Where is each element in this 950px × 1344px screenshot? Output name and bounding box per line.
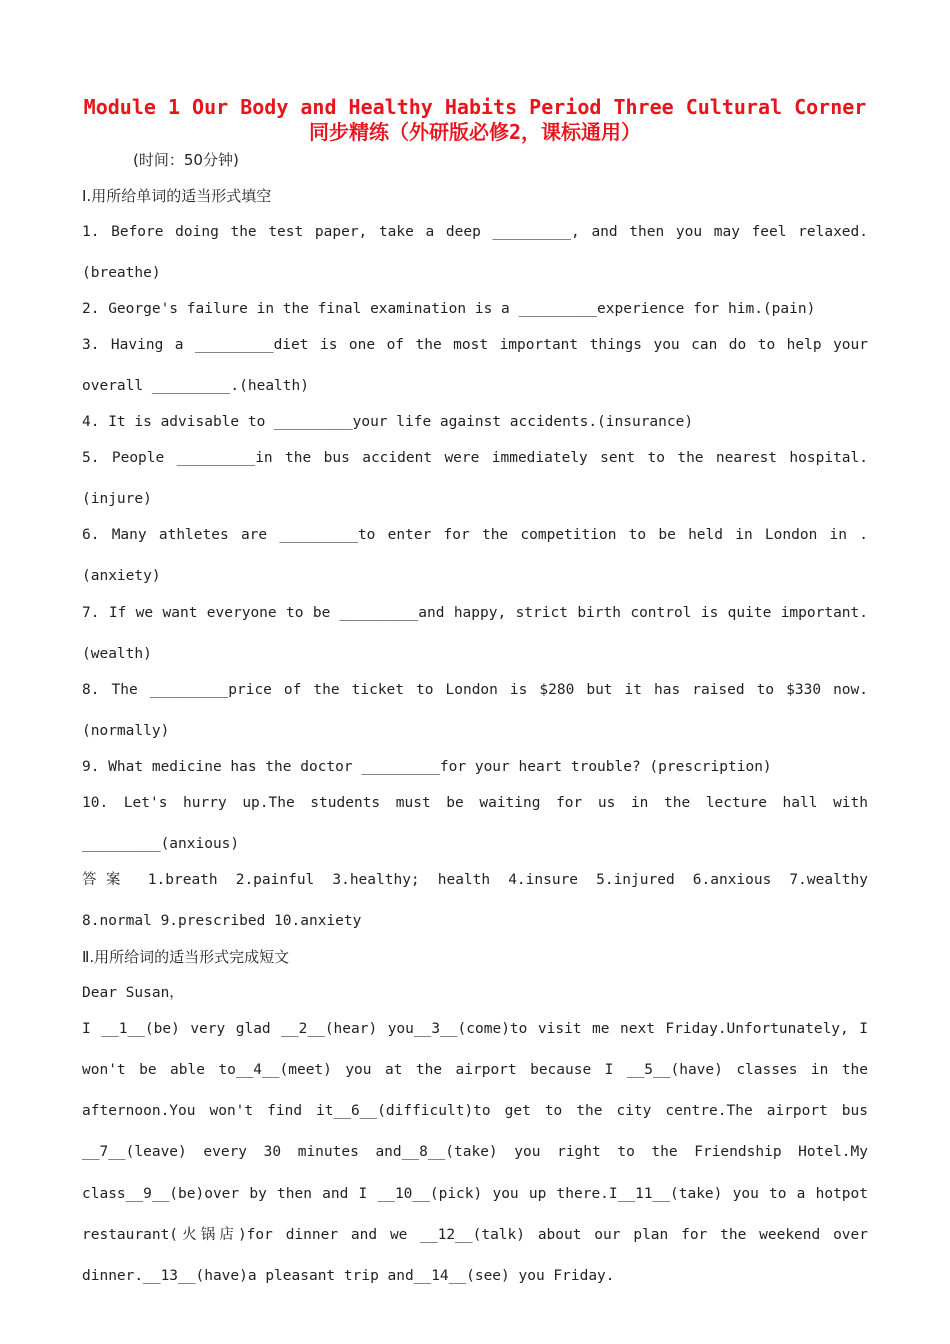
letter-greeting: Dear Susan， (82, 985, 184, 1001)
letter-line: dinner.__13__(have)a pleasant trip and__14__(see) you Friday. (82, 1268, 615, 1284)
exercise-line: 4. It is advisable to _________your life against accidents.(insurance) (82, 414, 694, 430)
document-title: Module 1 Our Body and Healthy Habits Period Three Cultural Corner 同步精练（外研版必修2，课标通用） (83, 95, 867, 144)
exercise-line: 5. People _________in the bus accident were immediately sent to the nearest hospital. (82, 450, 868, 466)
letter-line: won't be able to__4__(meet) you at the airport because I __5__(have) classes in the (82, 1062, 868, 1078)
letter-line: class__9__(be)over by then and I __10__(pick) you up there.I__11__(take) you to a hotpot (82, 1186, 868, 1202)
exercise-line: 8. The _________price of the ticket to London is $280 but it has raised to $330 now. (82, 682, 868, 698)
exercise-line: 10. Let's hurry up.The students must be waiting for us in the lecture hall with (82, 795, 868, 811)
exercise-line: _________(anxious) (82, 836, 240, 852)
exercise-line: (anxiety) (82, 568, 161, 584)
exercise-line: 2. George's failure in the final examination is a _________experience for him.(pain) (82, 301, 816, 317)
section2-heading: Ⅱ.用所给词的适当形式完成短文 (82, 948, 290, 966)
exercise-line: 9. What medicine has the doctor _________for your heart trouble? (prescription) (82, 759, 772, 775)
exercise-line: (injure) (82, 491, 152, 507)
exercise-line: (wealth) (82, 646, 152, 662)
exercise-line: 1. Before doing the test paper, take a deep _________, and then you may feel relaxed. (82, 224, 868, 240)
letter-line: __7__(leave) every 30 minutes and__8__(take) you right to the Friendship Hotel.My (82, 1144, 868, 1160)
exercise-line: 3. Having a _________diet is one of the most important things you can do to help your (82, 337, 868, 353)
answer-line: 答案 1.breath 2.painful 3.healthy; health 4.insure 5.injured 6.anxious 7.wealthy (82, 872, 868, 888)
time-note: (时间：50分钟) (133, 151, 239, 169)
section1-heading: Ⅰ.用所给单词的适当形式填空 (82, 187, 272, 205)
exercise-line: (breathe) (82, 265, 161, 281)
exercise-line: overall _________.(health) (82, 378, 309, 394)
letter-line: afternoon.You won't find it__6__(difficult)to get to the city centre.The airport bus (82, 1103, 868, 1119)
exercise-line: 7. If we want everyone to be _________and happy, strict birth control is quite important. (82, 605, 868, 621)
answer-line: 8.normal 9.prescribed 10.anxiety (82, 913, 362, 929)
letter-line: I __1__(be) very glad __2__(hear) you__3__(come)to visit me next Friday.Unfortunately, I (82, 1021, 868, 1037)
exercise-line: (normally) (82, 723, 170, 739)
exercise-line: 6. Many athletes are _________to enter for the competition to be held in London in . (82, 527, 868, 543)
letter-line: restaurant(火锅店)for dinner and we __12__(talk) about our plan for the weekend over (82, 1227, 868, 1243)
